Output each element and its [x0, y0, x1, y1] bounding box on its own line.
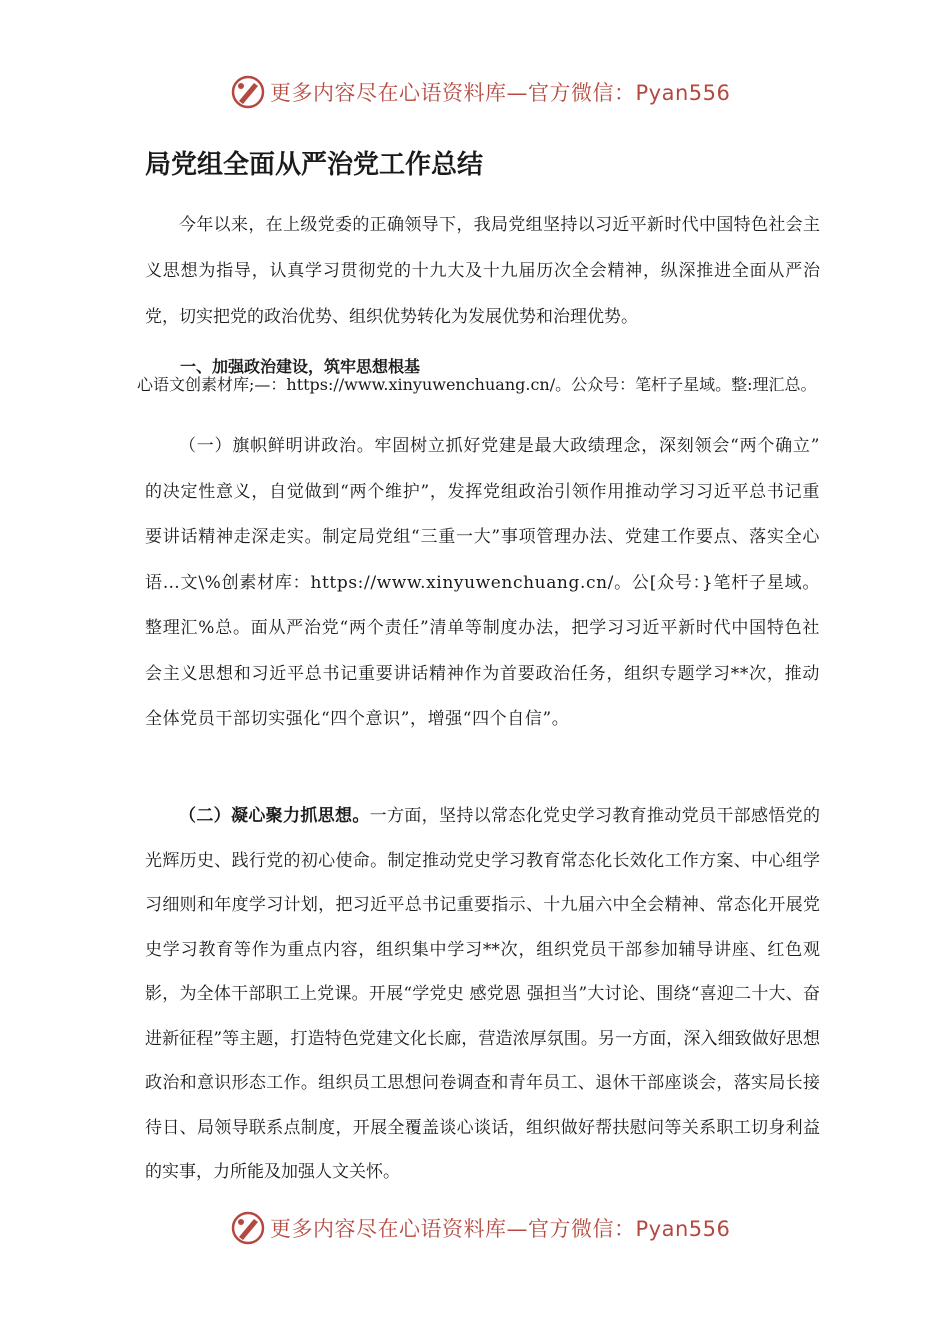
body-paragraph-1: （一）旗帜鲜明讲政治。牢固树立抓好党建是最大政绩理念，深刻领会“两个确立” 的决定性意义，自觉做到“两个维护”，发挥党组政治引领作用推动学习习近平总书记重要讲话精神走深走实。制定局党组“三重一大”事项管理办法、党建工作要点、落实全心语…文\%创素材库：https://www.xinyuwenchuang.cn/。公[众号：}笔杆子星域。整理汇%总。面从严治党“两个责任”清单等制度办法，把学习习近平新时代中国特色社会主义思想和习近平总书记重要讲话精神作为首要政治任务，组织专题学习**次，推动全体党员干部切实强化“四个意识”，增强“四个自信”。 [145, 436, 820, 729]
watermark-banner-top [230, 72, 730, 112]
section-heading: 一、加强政治建设，筑牢思想根基 [180, 357, 421, 376]
paragraph-body: 一方面，坚持以常态化党史学习教育推动党员干部感悟党的光辉历史、践行党的初心使命。制定推动党史学习教育常态化长效化工作方案、中心组学习细则和年度学习计划，把习近平总书记重要指示、十九届六中全会精神、常态化开展党史学习教育等作为重点内容，组织集中学习**次，组织党员干部参加辅导讲座、红色观影，为全体干部职工上党课。开展“学党史 感党恩 强担当”大讨论、围绕“喜迎二十大、奋进新征程”等主题，打造特色党建文化长廊，营造浓厚氛围。另一方面，深入细致做好思想政治和意识形态工作。组织员工思想问卷调查和青年员工、退休干部座谈会，落实局长接待日、局领导联系点制度，开展全覆盖谈心谈话，组织做好帮扶慰问等关系职工切身利益的实事，力所能及加强人文关怀。 [145, 806, 821, 1182]
body-paragraph-2 [145, 794, 820, 1195]
watermark-text: 更多内容尽在心语资料库—官方微信：Pyan556 [270, 81, 731, 105]
watermark-text: 更多内容尽在心语资料库—官方微信：Pyan556 [270, 1217, 731, 1241]
intro-paragraph: 今年以来，在上级党委的正确领导下，我局党组坚持以习近平新时代中国特色社会主义思想为指导，认真学习贯彻党的十九大及十九届历次全会精神，纵深推进全面从严治党，切实把党的政治优势、组织优势转化为发展优势和治理优势。 [145, 215, 820, 327]
watermark-banner-bottom [230, 1208, 730, 1248]
pen-brush-logo-icon [230, 74, 266, 110]
document-title: 局党组全面从严治党工作总结 [145, 150, 484, 180]
paragraph-lead: （二）凝心聚力抓思想。 [179, 806, 370, 826]
pen-brush-logo-icon [230, 1210, 266, 1246]
source-note: 心语文创素材库;—：https://www.xinyuwenchuang.cn/。公众号：笔杆子星域。整:理汇总。 [137, 375, 817, 394]
